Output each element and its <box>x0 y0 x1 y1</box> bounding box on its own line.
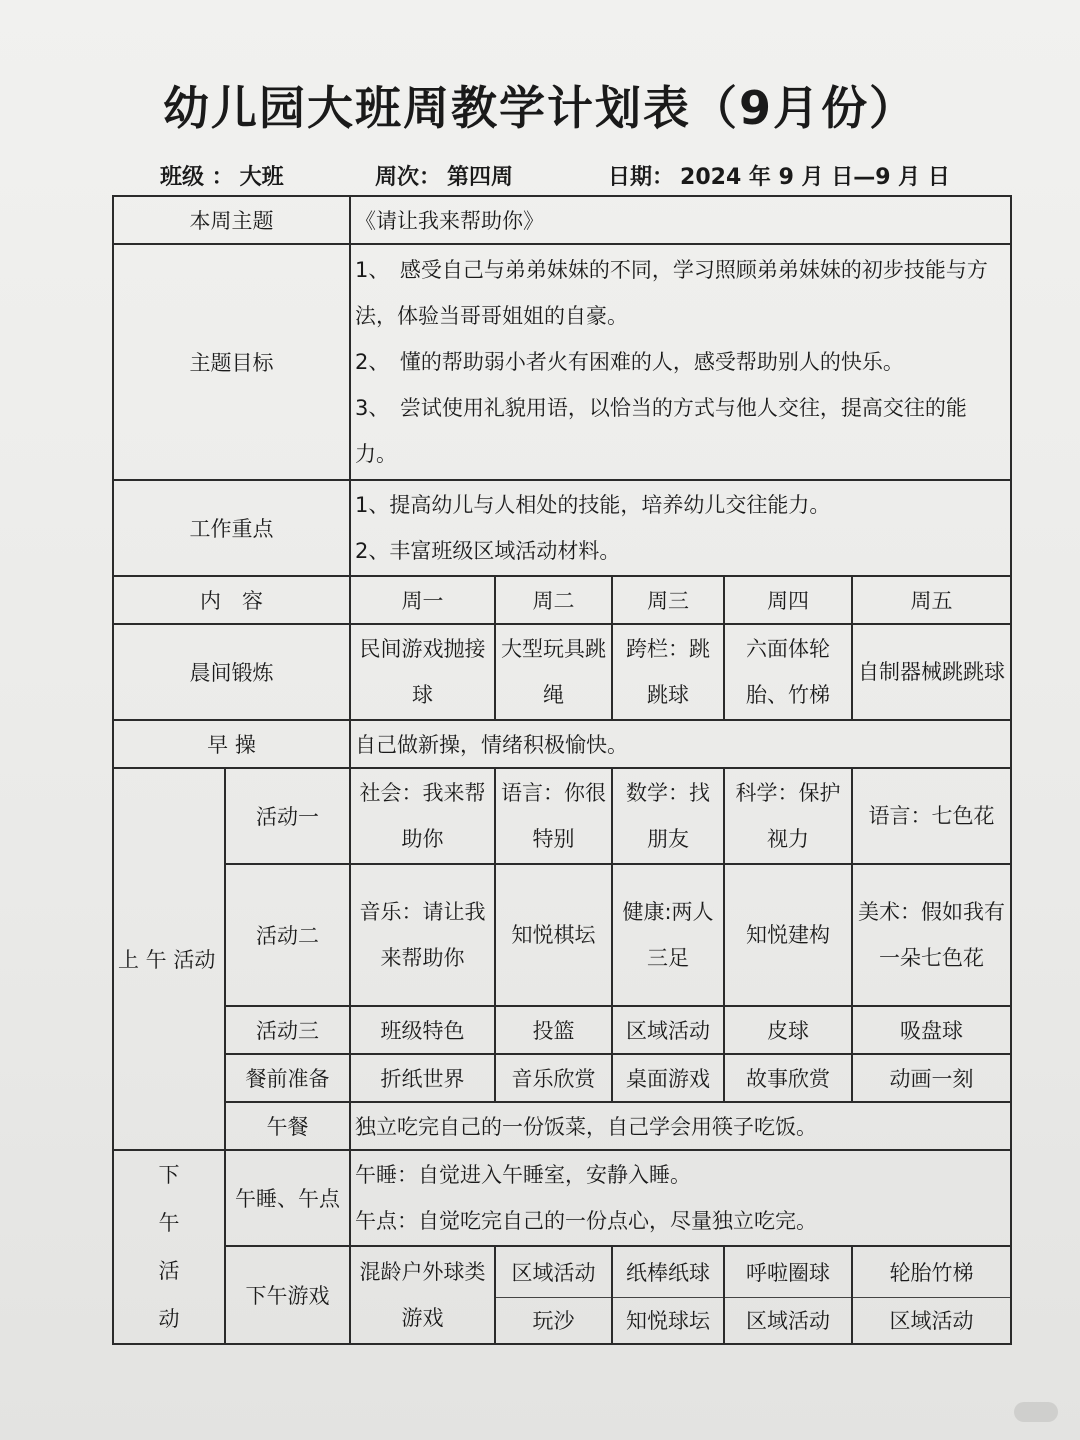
games-cell: 玩沙 <box>495 1297 612 1344</box>
week-field <box>375 160 513 191</box>
goal-item: 3、 尝试使用礼貌用语，以恰当的方式与他人交往，提高交往的能力。 <box>355 396 967 466</box>
activity2-cell: 知悦建构 <box>724 864 852 1006</box>
lunch-row <box>113 1102 1011 1150</box>
goal-item: 1、 感受自己与弟弟妹妹的不同，学习照顾弟弟妹妹的初步技能与方法，体验当哥哥姐姐的自豪。 <box>355 258 988 328</box>
goals-label: 主题目标 <box>113 244 350 480</box>
premeal-cell: 故事欣赏 <box>724 1054 852 1102</box>
focus-row <box>113 480 1011 576</box>
date-label: 日期： <box>608 165 675 190</box>
games-cell: 纸棒纸球 <box>612 1246 724 1297</box>
focus-label: 工作重点 <box>113 480 350 576</box>
activity3-cell: 皮球 <box>724 1006 852 1054</box>
nap-line: 午点：自觉吃完自己的一份点心，尽量独立吃完。 <box>355 1209 817 1233</box>
morning-drill-value: 自己做新操，情绪积极愉快。 <box>350 720 1011 768</box>
pm-label-char: 下 <box>158 1163 180 1187</box>
focus-item: 1、提高幼儿与人相处的技能，培养幼儿交往能力。 <box>355 493 831 517</box>
games-monday: 混龄户外球类游戏 <box>350 1246 495 1344</box>
week-value: 第四周 <box>447 165 514 190</box>
morning-exercise-cell: 跨栏：跳跳球 <box>612 624 724 720</box>
games-cell: 区域活动 <box>852 1297 1011 1344</box>
goals-content <box>350 244 1011 480</box>
weekly-plan-table <box>112 195 1012 1345</box>
watermark-badge <box>1014 1402 1058 1422</box>
activity2-cell: 音乐：请让我来帮助你 <box>350 864 495 1006</box>
class-label: 班级 ： <box>160 165 234 190</box>
pm-section-label <box>113 1150 225 1344</box>
activity1-cell: 语言：你很特别 <box>495 768 612 864</box>
content-label: 内 容 <box>113 576 350 624</box>
activity3-label: 活动三 <box>225 1006 350 1054</box>
date-value: 2024 年 9 月 日—9 月 日 <box>680 165 950 190</box>
focus-content <box>350 480 1011 576</box>
pm-games-row-top <box>113 1246 1011 1297</box>
premeal-cell: 桌面游戏 <box>612 1054 724 1102</box>
day-thursday: 周四 <box>724 576 852 624</box>
theme-row <box>113 196 1011 244</box>
day-tuesday: 周二 <box>495 576 612 624</box>
class-value: 大班 <box>239 165 284 190</box>
activity2-cell: 健康:两人三足 <box>612 864 724 1006</box>
activity2-cell: 知悦棋坛 <box>495 864 612 1006</box>
activity2-cell: 美术：假如我有一朵七色花 <box>852 864 1011 1006</box>
premeal-label: 餐前准备 <box>225 1054 350 1102</box>
lunch-label: 午餐 <box>225 1102 350 1150</box>
goals-row <box>113 244 1011 480</box>
pm-nap-row <box>113 1150 1011 1246</box>
games-cell: 区域活动 <box>724 1297 852 1344</box>
nap-label: 午睡、午点 <box>225 1150 350 1246</box>
pm-label-char: 午 <box>158 1211 180 1235</box>
games-cell: 呼啦圈球 <box>724 1246 852 1297</box>
am-activity1-row <box>113 768 1011 864</box>
activity3-cell: 班级特色 <box>350 1006 495 1054</box>
games-cell: 轮胎竹梯 <box>852 1246 1011 1297</box>
activity1-cell: 科学：保护视力 <box>724 768 852 864</box>
am-activity3-row <box>113 1006 1011 1054</box>
morning-exercise-cell: 民间游戏抛接球 <box>350 624 495 720</box>
nap-line: 午睡：自觉进入午睡室，安静入睡。 <box>355 1163 691 1187</box>
lunch-value: 独立吃完自己的一份饭菜，自己学会用筷子吃饭。 <box>350 1102 1011 1150</box>
activity3-cell: 吸盘球 <box>852 1006 1011 1054</box>
activity2-label: 活动二 <box>225 864 350 1006</box>
days-header-row <box>113 576 1011 624</box>
morning-exercise-row <box>113 624 1011 720</box>
morning-exercise-cell: 自制器械跳跳球 <box>852 624 1011 720</box>
class-field <box>160 160 284 191</box>
am-section-label: 上 午 活动 <box>113 768 225 1150</box>
date-field <box>608 160 950 191</box>
am-activity2-row <box>113 864 1011 1006</box>
day-wednesday: 周三 <box>612 576 724 624</box>
morning-exercise-label: 晨间锻炼 <box>113 624 350 720</box>
activity1-cell: 社会：我来帮助你 <box>350 768 495 864</box>
morning-drill-label: 早 操 <box>113 720 350 768</box>
premeal-cell: 音乐欣赏 <box>495 1054 612 1102</box>
goal-item: 2、 懂的帮助弱小者火有困难的人，感受帮助别人的快乐。 <box>355 350 904 374</box>
theme-label: 本周主题 <box>113 196 350 244</box>
week-label: 周次： <box>375 165 442 190</box>
nap-content <box>350 1150 1011 1246</box>
activity1-cell: 语言：七色花 <box>852 768 1011 864</box>
pm-label-char: 动 <box>158 1307 180 1331</box>
focus-item: 2、丰富班级区域活动材料。 <box>355 539 621 563</box>
day-friday: 周五 <box>852 576 1011 624</box>
games-label: 下午游戏 <box>225 1246 350 1344</box>
activity1-label: 活动一 <box>225 768 350 864</box>
premeal-cell: 折纸世界 <box>350 1054 495 1102</box>
pm-label-char: 活 <box>158 1259 180 1283</box>
page-title: 幼儿园大班周教学计划表（9月份） <box>162 81 917 135</box>
theme-value: 《请让我来帮助你》 <box>350 196 1011 244</box>
day-monday: 周一 <box>350 576 495 624</box>
activity1-cell: 数学：找朋友 <box>612 768 724 864</box>
premeal-row <box>113 1054 1011 1102</box>
morning-exercise-cell: 六面体轮胎、竹梯 <box>724 624 852 720</box>
activity3-cell: 区域活动 <box>612 1006 724 1054</box>
games-cell: 区域活动 <box>495 1246 612 1297</box>
premeal-cell: 动画一刻 <box>852 1054 1011 1102</box>
morning-exercise-cell: 大型玩具跳绳 <box>495 624 612 720</box>
morning-drill-row <box>113 720 1011 768</box>
activity3-cell: 投篮 <box>495 1006 612 1054</box>
games-cell: 知悦球坛 <box>612 1297 724 1344</box>
